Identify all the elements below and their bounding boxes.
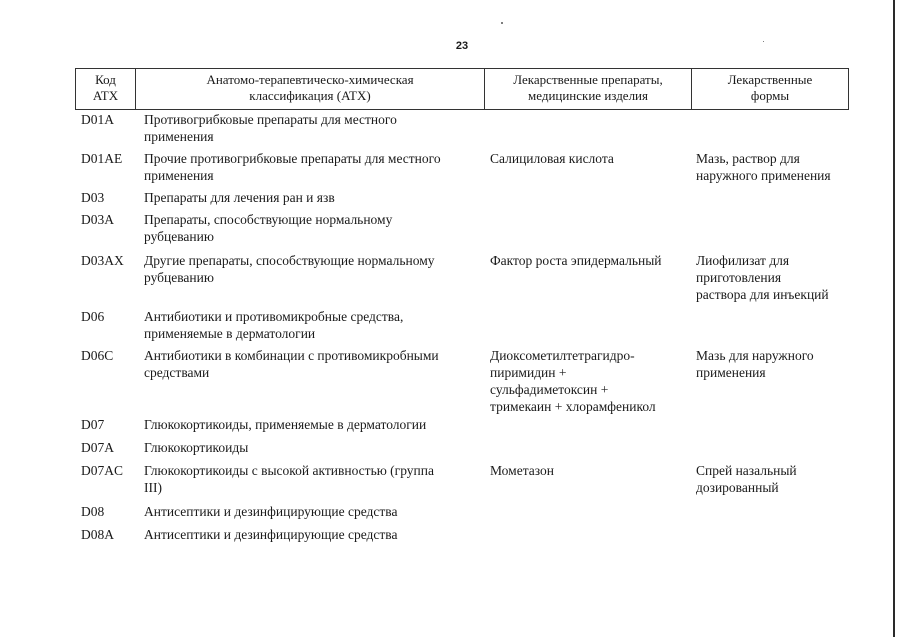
atc-code: D01AE (81, 151, 123, 166)
scan-speck (501, 22, 503, 24)
atc-classification: Антисептики и дезинфицирующие средства (144, 527, 398, 542)
atc-code: D08 (81, 504, 105, 519)
atc-code: D03A (81, 212, 114, 227)
atc-code: D07AC (81, 463, 124, 478)
atc-classification: Препараты для лечения ран и язв (144, 190, 335, 205)
atc-classification: Прочие противогрибковые препараты для местного применения (144, 151, 441, 183)
drug-name: Мометазон (490, 463, 554, 478)
atc-code: D07 (81, 417, 105, 432)
atc-code: D03 (81, 190, 105, 205)
atc-code: D06C (81, 348, 114, 363)
drug-name: Диоксометилтетрагидро- пиримидин + сульфадиметоксин + тримекаин + хлорамфеникол (490, 348, 656, 414)
atc-classification: Антибиотики и противомикробные средства, применяемые в дерматологии (144, 309, 404, 341)
atc-code: D03AX (81, 253, 124, 268)
drug-name: Салициловая кислота (490, 151, 614, 166)
atc-classification: Другие препараты, способствующие нормальному рубцеванию (144, 253, 435, 285)
dosage-form: Спрей назальный дозированный (696, 463, 797, 495)
dosage-form: Лиофилизат для приготовления раствора для инъекций (696, 253, 829, 302)
dosage-form: Мазь, раствор для наружного применения (696, 151, 831, 183)
atc-classification: Глюкокортикоиды, применяемые в дерматологии (144, 417, 427, 432)
scan-speck (763, 41, 764, 42)
atc-classification: Глюкокортикоиды (144, 440, 249, 455)
atc-code: D08A (81, 527, 114, 542)
header-code: Код ATX (92, 72, 119, 103)
atc-classification: Препараты, способствующие нормальному рубцеванию (144, 212, 393, 244)
drug-name: Фактор роста эпидермальный (490, 253, 662, 268)
atc-code: D07A (81, 440, 114, 455)
atc-code: D06 (81, 309, 105, 324)
atc-code: D01A (81, 112, 114, 127)
header-classification: Анатомо-терапевтическо-химическая классификация (ATX) (135, 69, 484, 109)
atc-classification: Противогрибковые препараты для местного применения (144, 112, 397, 144)
header-forms: Лекарственные формы (691, 69, 848, 109)
dosage-form: Мазь для наружного применения (696, 348, 814, 380)
page-right-edge (893, 0, 895, 637)
page-number: 23 (455, 40, 469, 52)
table-header (75, 68, 849, 110)
header-drugs: Лекарственные препараты, медицинские изделия (484, 69, 691, 109)
atc-classification: Глюкокортикоиды с высокой активностью (группа III) (144, 463, 434, 495)
atc-classification: Антибиотики в комбинации с противомикробными средствами (144, 348, 439, 380)
atc-classification: Антисептики и дезинфицирующие средства (144, 504, 398, 519)
